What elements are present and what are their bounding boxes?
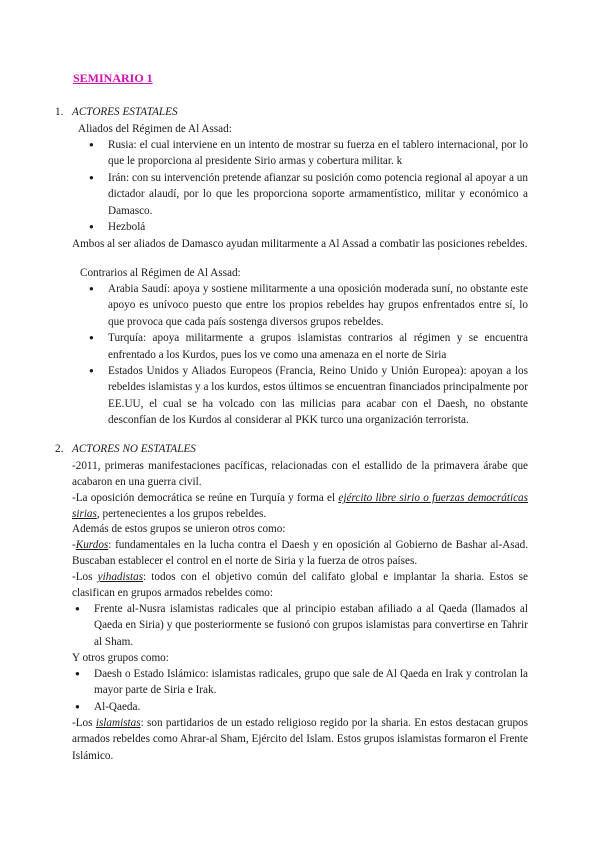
paragraph [72,490,528,523]
list-item: ● Frente al-Nusra islamistas radicales que al principio estaban afiliado a al Qaeda (llamados al Qaeda en Siria) y que posteriormente se fusionó con grupos islamistas para convertirse en Tahrir al Sham. [74,601,528,650]
emphasis-term: Kurdos [75,539,109,551]
paragraph: -2011, primeras manifestaciones pacíficas, relacionadas con el estallido de la primavera árabe que acabaron en una guerra civil. [72,460,528,489]
text: -Los [72,717,96,729]
text: -Los [72,571,98,583]
list-item: ● Hezbolá [88,219,528,235]
text: - [72,539,76,551]
other-groups-list [74,666,528,715]
paragraph [72,569,528,602]
allies-heading: Aliados del Régimen de Al Assad: [78,123,232,135]
text: -La oposición democrática se reúne en Turquía y forma el [72,492,339,504]
allies-list [88,137,528,235]
section-title: ACTORES NO ESTATALES [72,443,196,455]
section-number: 2. [55,443,64,455]
section-title: ACTORES ESTATALES [72,106,178,118]
list-item: ● Al-Qaeda. [74,699,528,715]
section-number: 1. [55,106,64,118]
list-item: ● Estados Unidos y Aliados Europeos (Francia, Reino Unido y Unión Europea): apoyan a los rebeldes islamistas y a los kurdos, estos últimos se encuentran financiados principalmente por EE.UU, el cual se ha volcado con las milicias para acabar con el Daesh, no obstante desconfían de los Kurdos al considerar al PKK turco una organización terrorista. [88,363,528,429]
text: : todos con el objetivo común del califato global e implantar la sharia. Estos se clasifican en grupos armados rebeldes como: [72,571,528,600]
paragraph [72,537,528,570]
allies-summary: Ambos al ser aliados de Damasco ayudan militarmente a Al Assad a combatir las posiciones rebeldes. [72,238,528,250]
list-item: ● Irán: con su intervención pretende afianzar su posición como potencia regional al apoyar a un dictador alaudí, por lo que les proporciona soporte armamentístico, militar y económico a Damasco. [88,170,528,219]
list-item: ● Rusia: el cual interviene en un intento de mostrar su fuerza en el tablero internacional, por lo que le proporciona al presidente Sirio armas y cobertura militar. k [88,137,528,170]
section-heading-non-state-actors [55,441,535,457]
list-item: ● Turquía: apoya militarmente a grupos islamistas contrarios al régimen y se encuentra enfrentado a los Kurdos, pues los ve como una amenaza en el norte de Siria [88,330,528,363]
emphasis-term: islamistas [95,717,141,729]
emphasis-term: yihadistas [97,571,144,583]
list-item: ● Arabia Saudí: apoya y sostiene militarmente a una oposición moderada suní, no obstante este apoyo es unívoco puesto que entre los propios rebeldes hay grupos enfrentados entre sí, lo que provoca que cada país sostenga diversos grupos rebeldes. [88,281,528,330]
against-heading: Contrarios al Régimen de Al Assad: [80,267,241,279]
emphasis-term: ejército libre sirio o fuerzas democráticas sirias [72,492,528,521]
text: , pertenecientes a los grupos rebeldes. [96,508,267,521]
against-list [88,281,528,429]
text: : son partidarios de un estado religioso regido por la sharia. En estos destacan grupos armados rebeldes como Ahrar-al Sham, Ejército del Islam. Estos grupos islamistas formaron el Frente Islámico. [72,717,528,762]
rebel-groups-list [74,601,528,650]
paragraph: Además de estos grupos se unieron otros como: [72,523,286,535]
page-title: SEMINARIO 1 [73,71,153,85]
list-item: ● Daesh o Estado Islámico: islamistas radicales, grupo que sale de Al Qaeda en Irak y controlan la mayor parte de Siria e Irak. [74,666,528,699]
text: : fundamentales en la lucha contra el Daesh y en oposición al Gobierno de Bashar al-Asad. Buscaban establecer el control en el norte de Siria y la fuerza de otros países. [72,539,528,568]
paragraph: Y otros grupos como: [72,652,169,664]
paragraph [72,715,528,764]
section-heading-state-actors [55,104,535,120]
